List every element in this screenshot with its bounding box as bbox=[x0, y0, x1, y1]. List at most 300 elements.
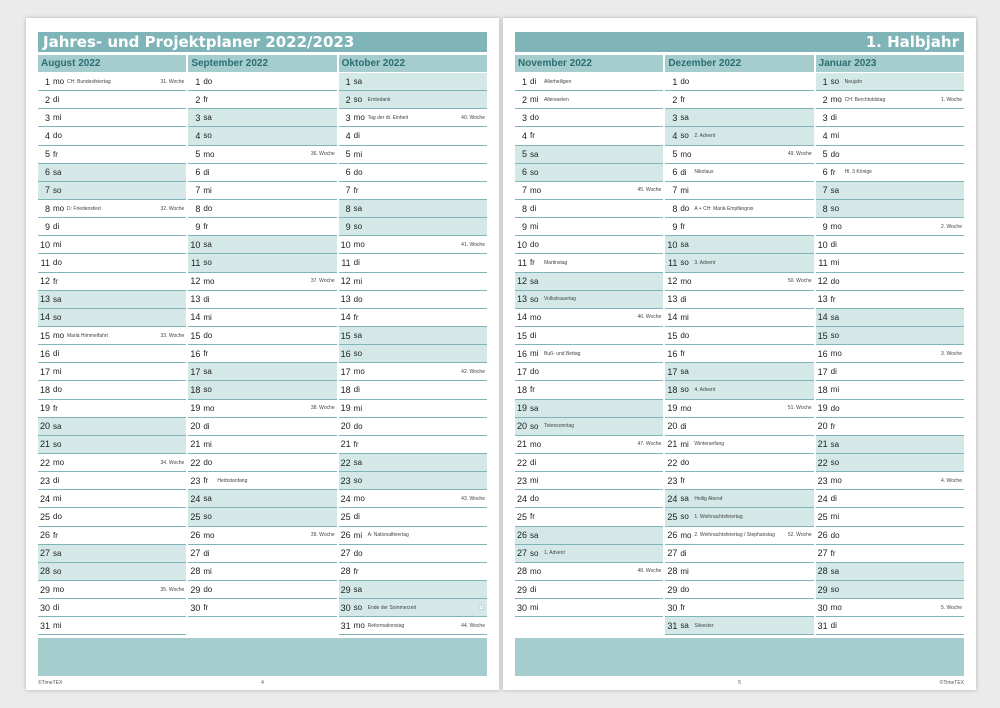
day-number: 28 bbox=[340, 566, 351, 577]
day-row[interactable] bbox=[515, 508, 663, 526]
weekday: sa bbox=[50, 545, 65, 562]
weekday: mo bbox=[53, 458, 65, 468]
week-number bbox=[661, 527, 663, 544]
day-row[interactable] bbox=[665, 418, 813, 436]
day-row[interactable] bbox=[188, 200, 336, 218]
day-number: 16 bbox=[190, 348, 201, 359]
day-row[interactable] bbox=[816, 291, 964, 309]
day-number: 8 bbox=[816, 200, 828, 217]
day-number: 25 bbox=[817, 511, 828, 522]
day-row[interactable] bbox=[339, 363, 487, 381]
day-row[interactable] bbox=[38, 218, 186, 236]
day-row[interactable] bbox=[188, 146, 336, 164]
day-note: Tag der dt. Einheit bbox=[367, 114, 408, 121]
day-row[interactable] bbox=[665, 581, 813, 599]
day-row[interactable] bbox=[339, 309, 487, 327]
day-row[interactable] bbox=[339, 472, 487, 490]
page-title: 1. Halbjahr bbox=[515, 32, 964, 52]
day-row[interactable] bbox=[816, 508, 964, 526]
day-row[interactable] bbox=[188, 563, 336, 581]
day-number: 4 bbox=[822, 130, 828, 141]
day-row[interactable] bbox=[188, 472, 336, 490]
day-row[interactable] bbox=[816, 73, 964, 91]
day-row[interactable] bbox=[816, 381, 964, 399]
day-row[interactable] bbox=[816, 581, 964, 599]
day-row[interactable] bbox=[38, 563, 186, 581]
day-row[interactable] bbox=[665, 164, 813, 182]
weekday: fr bbox=[530, 512, 535, 522]
day-row[interactable] bbox=[188, 182, 336, 200]
day-note: Buß- und Bettag bbox=[544, 350, 581, 357]
day-row[interactable] bbox=[38, 109, 186, 127]
day-row[interactable] bbox=[38, 381, 186, 399]
day-row[interactable] bbox=[665, 436, 813, 454]
day-row[interactable] bbox=[38, 345, 186, 363]
week-number bbox=[184, 545, 186, 562]
day-row[interactable] bbox=[515, 327, 663, 345]
day-row[interactable] bbox=[339, 400, 487, 418]
day-row[interactable] bbox=[38, 472, 186, 490]
day-row[interactable] bbox=[665, 400, 813, 418]
day-row[interactable] bbox=[38, 508, 186, 526]
day-row[interactable] bbox=[339, 127, 487, 145]
week-number bbox=[485, 345, 487, 362]
day-row[interactable] bbox=[38, 490, 186, 508]
day-row[interactable] bbox=[339, 218, 487, 236]
day-note bbox=[692, 109, 811, 126]
day-row[interactable] bbox=[188, 127, 336, 145]
day-number: 13 bbox=[817, 294, 828, 305]
day-row[interactable] bbox=[38, 418, 186, 436]
day-row[interactable] bbox=[515, 91, 663, 109]
weekday: sa bbox=[200, 363, 215, 380]
day-row[interactable] bbox=[515, 273, 663, 291]
day-row[interactable] bbox=[816, 91, 964, 109]
day-number: 11 bbox=[188, 254, 200, 271]
page-number: 4 bbox=[261, 680, 264, 686]
day-row[interactable] bbox=[665, 109, 813, 127]
day-row[interactable] bbox=[188, 73, 336, 91]
day-row[interactable] bbox=[339, 327, 487, 345]
day-row[interactable] bbox=[515, 146, 663, 164]
day-row[interactable] bbox=[665, 363, 813, 381]
day-row[interactable] bbox=[38, 363, 186, 381]
day-number: 27 bbox=[667, 548, 678, 559]
weekday: mo bbox=[830, 603, 842, 613]
day-row[interactable] bbox=[188, 490, 336, 508]
day-row[interactable] bbox=[515, 581, 663, 599]
day-number: 20 bbox=[515, 418, 527, 435]
day-number: 14 bbox=[516, 312, 527, 323]
day-row[interactable] bbox=[188, 109, 336, 127]
day-row[interactable] bbox=[665, 508, 813, 526]
day-row[interactable] bbox=[339, 291, 487, 309]
weekday: so bbox=[527, 291, 542, 308]
day-row[interactable] bbox=[515, 599, 663, 617]
day-note bbox=[843, 454, 962, 471]
day-row[interactable] bbox=[188, 218, 336, 236]
day-row[interactable] bbox=[188, 545, 336, 563]
weekday: sa bbox=[351, 454, 366, 471]
day-row[interactable] bbox=[665, 182, 813, 200]
day-row[interactable] bbox=[188, 581, 336, 599]
week-number bbox=[335, 109, 337, 126]
day-row[interactable] bbox=[38, 254, 186, 272]
week-number: 37. Woche bbox=[310, 278, 335, 285]
day-row[interactable] bbox=[38, 200, 186, 218]
day-row[interactable] bbox=[816, 127, 964, 145]
day-number: 27 bbox=[817, 548, 828, 559]
day-row[interactable] bbox=[816, 436, 964, 454]
week-number bbox=[962, 327, 964, 344]
day-note bbox=[366, 345, 485, 362]
day-row[interactable] bbox=[188, 345, 336, 363]
day-row[interactable] bbox=[188, 91, 336, 109]
day-number: 7 bbox=[521, 185, 527, 196]
weekday: di bbox=[530, 331, 537, 341]
day-row[interactable] bbox=[665, 617, 813, 635]
day-row[interactable] bbox=[816, 182, 964, 200]
day-row[interactable] bbox=[515, 345, 663, 363]
day-row[interactable] bbox=[38, 400, 186, 418]
week-number: 38. Woche bbox=[310, 405, 335, 412]
day-row[interactable] bbox=[38, 327, 186, 345]
day-row[interactable] bbox=[38, 527, 186, 545]
day-note bbox=[215, 381, 334, 398]
day-row[interactable] bbox=[339, 182, 487, 200]
day-row[interactable] bbox=[665, 236, 813, 254]
weekday: mi bbox=[53, 240, 62, 250]
weekday: mo bbox=[203, 276, 215, 286]
day-row[interactable] bbox=[665, 472, 813, 490]
day-row[interactable] bbox=[515, 490, 663, 508]
day-row[interactable] bbox=[339, 254, 487, 272]
day-row[interactable] bbox=[515, 291, 663, 309]
day-row[interactable] bbox=[816, 273, 964, 291]
weekday: fr bbox=[353, 566, 359, 576]
day-row[interactable] bbox=[38, 545, 186, 563]
day-number: 30 bbox=[39, 602, 50, 613]
week-number: 4. Woche bbox=[940, 477, 962, 484]
day-note: Neujahr bbox=[843, 73, 962, 90]
day-row[interactable] bbox=[816, 545, 964, 563]
day-row[interactable] bbox=[38, 146, 186, 164]
day-row[interactable] bbox=[816, 309, 964, 327]
weekday: mo bbox=[830, 349, 842, 359]
day-note: Volkstrauertag bbox=[542, 291, 661, 308]
weekday: sa bbox=[677, 236, 692, 253]
day-number: 7 bbox=[195, 185, 201, 196]
day-row[interactable] bbox=[665, 527, 813, 545]
day-row[interactable] bbox=[339, 527, 487, 545]
day-row[interactable] bbox=[515, 563, 663, 581]
day-number: 1 bbox=[816, 73, 828, 90]
week-number bbox=[962, 436, 964, 453]
day-row[interactable] bbox=[339, 545, 487, 563]
day-row[interactable] bbox=[515, 454, 663, 472]
day-number: 27 bbox=[38, 545, 50, 562]
day-row[interactable] bbox=[188, 164, 336, 182]
day-row[interactable] bbox=[339, 91, 487, 109]
day-row[interactable] bbox=[188, 508, 336, 526]
day-number: 20 bbox=[190, 421, 201, 432]
day-note: 1. Advent bbox=[542, 545, 661, 562]
day-number: 11 bbox=[517, 257, 527, 268]
day-note: Hl. 3 Könige bbox=[844, 169, 872, 176]
day-row[interactable] bbox=[339, 418, 487, 436]
weekday: mi bbox=[830, 131, 840, 141]
day-row[interactable] bbox=[339, 109, 487, 127]
day-number: 9 bbox=[822, 221, 828, 232]
weekday: di bbox=[353, 512, 360, 522]
week-number bbox=[962, 454, 964, 471]
weekday: mi bbox=[530, 603, 539, 613]
day-number: 1 bbox=[195, 76, 201, 87]
day-number: 15 bbox=[816, 327, 828, 344]
day-row[interactable] bbox=[816, 490, 964, 508]
weekday: di bbox=[830, 621, 837, 631]
weekday: mo bbox=[353, 621, 365, 631]
day-row[interactable] bbox=[188, 418, 336, 436]
day-row[interactable] bbox=[188, 454, 336, 472]
weekday: mi bbox=[353, 530, 363, 540]
day-row[interactable] bbox=[339, 164, 487, 182]
weekday: mo bbox=[353, 494, 365, 504]
day-row[interactable] bbox=[38, 309, 186, 327]
day-note bbox=[366, 218, 485, 235]
day-row[interactable] bbox=[816, 599, 964, 617]
day-row[interactable] bbox=[515, 109, 663, 127]
day-number: 21 bbox=[816, 436, 828, 453]
day-row[interactable] bbox=[38, 182, 186, 200]
weekday: mi bbox=[680, 566, 689, 576]
day-row[interactable] bbox=[515, 236, 663, 254]
day-row[interactable] bbox=[515, 254, 663, 272]
day-number: 5 bbox=[195, 149, 201, 160]
day-number: 29 bbox=[39, 584, 50, 595]
day-row[interactable] bbox=[515, 527, 663, 545]
day-row[interactable] bbox=[339, 273, 487, 291]
day-row[interactable] bbox=[188, 273, 336, 291]
day-row[interactable] bbox=[665, 327, 813, 345]
day-number: 6 bbox=[195, 167, 201, 178]
day-row[interactable] bbox=[188, 254, 336, 272]
weekday: do bbox=[830, 276, 840, 286]
day-row[interactable] bbox=[339, 200, 487, 218]
day-row[interactable] bbox=[188, 309, 336, 327]
day-row[interactable] bbox=[665, 91, 813, 109]
weekday: mo bbox=[53, 331, 65, 341]
day-row[interactable] bbox=[339, 454, 487, 472]
week-number bbox=[335, 254, 337, 271]
day-row[interactable] bbox=[816, 527, 964, 545]
day-row[interactable] bbox=[339, 345, 487, 363]
day-row[interactable] bbox=[38, 454, 186, 472]
day-row[interactable] bbox=[816, 563, 964, 581]
day-row[interactable] bbox=[188, 291, 336, 309]
day-row[interactable] bbox=[339, 236, 487, 254]
day-row[interactable] bbox=[339, 490, 487, 508]
day-row[interactable] bbox=[339, 563, 487, 581]
weekday: so bbox=[351, 472, 366, 489]
day-row[interactable] bbox=[816, 146, 964, 164]
day-number: 29 bbox=[339, 581, 351, 598]
day-note bbox=[215, 109, 334, 126]
week-number bbox=[184, 436, 186, 453]
day-row[interactable] bbox=[188, 363, 336, 381]
day-row[interactable] bbox=[665, 345, 813, 363]
day-row[interactable] bbox=[665, 291, 813, 309]
day-number: 15 bbox=[190, 330, 201, 341]
day-row[interactable] bbox=[38, 617, 186, 635]
day-number: 22 bbox=[339, 454, 351, 471]
day-row[interactable] bbox=[816, 218, 964, 236]
day-row[interactable] bbox=[515, 218, 663, 236]
day-row[interactable] bbox=[665, 127, 813, 145]
day-row[interactable] bbox=[515, 73, 663, 91]
day-row[interactable] bbox=[816, 236, 964, 254]
day-row[interactable] bbox=[188, 599, 336, 617]
day-row[interactable] bbox=[816, 400, 964, 418]
day-number: 13 bbox=[667, 294, 678, 305]
day-row[interactable] bbox=[515, 381, 663, 399]
day-number: 11 bbox=[665, 254, 677, 271]
day-row[interactable] bbox=[816, 418, 964, 436]
day-row[interactable] bbox=[665, 599, 813, 617]
day-row[interactable] bbox=[665, 454, 813, 472]
day-row[interactable] bbox=[665, 273, 813, 291]
day-row[interactable] bbox=[38, 73, 186, 91]
day-row[interactable] bbox=[816, 472, 964, 490]
day-row[interactable] bbox=[38, 91, 186, 109]
day-row[interactable] bbox=[339, 73, 487, 91]
weekday: di bbox=[203, 421, 210, 431]
day-row[interactable] bbox=[515, 418, 663, 436]
day-list bbox=[339, 73, 487, 635]
day-row[interactable] bbox=[38, 581, 186, 599]
day-row[interactable] bbox=[188, 400, 336, 418]
day-row[interactable] bbox=[665, 146, 813, 164]
day-row[interactable] bbox=[38, 236, 186, 254]
day-row[interactable] bbox=[339, 599, 487, 617]
day-row[interactable] bbox=[665, 254, 813, 272]
day-row[interactable] bbox=[816, 454, 964, 472]
day-row[interactable] bbox=[515, 309, 663, 327]
day-row[interactable] bbox=[515, 127, 663, 145]
weekday: di bbox=[530, 204, 537, 214]
weekday: mi bbox=[353, 276, 363, 286]
weekday: sa bbox=[828, 563, 843, 580]
weekday: so bbox=[351, 599, 366, 616]
day-row[interactable] bbox=[515, 400, 663, 418]
day-number: 2 bbox=[44, 94, 50, 105]
day-number: 23 bbox=[817, 475, 828, 486]
day-note bbox=[843, 200, 962, 217]
day-row[interactable] bbox=[665, 309, 813, 327]
day-row[interactable] bbox=[188, 527, 336, 545]
day-row[interactable] bbox=[339, 436, 487, 454]
day-row[interactable] bbox=[816, 254, 964, 272]
day-note bbox=[843, 436, 962, 453]
week-number: 42. Woche bbox=[461, 368, 485, 375]
weekday: fr bbox=[830, 294, 836, 304]
day-row[interactable] bbox=[339, 617, 487, 635]
day-row[interactable] bbox=[515, 363, 663, 381]
day-row[interactable] bbox=[38, 164, 186, 182]
day-number: 2 bbox=[672, 94, 678, 105]
day-row[interactable] bbox=[188, 436, 336, 454]
day-number: 10 bbox=[340, 239, 351, 250]
weekday: do bbox=[53, 385, 62, 395]
day-row[interactable] bbox=[38, 436, 186, 454]
day-row[interactable] bbox=[38, 291, 186, 309]
day-row[interactable] bbox=[665, 73, 813, 91]
day-row[interactable] bbox=[515, 545, 663, 563]
day-row[interactable] bbox=[515, 182, 663, 200]
day-row[interactable] bbox=[816, 363, 964, 381]
month-header: Januar 2023 bbox=[816, 55, 964, 72]
day-row[interactable] bbox=[38, 127, 186, 145]
week-number: 47. Woche bbox=[637, 441, 662, 448]
day-row[interactable] bbox=[665, 490, 813, 508]
day-row[interactable] bbox=[339, 581, 487, 599]
weekday: so bbox=[50, 563, 65, 580]
day-number: 28 bbox=[667, 566, 678, 577]
week-number: 48. Woche bbox=[637, 568, 662, 575]
weekday: sa bbox=[828, 436, 843, 453]
day-row[interactable] bbox=[339, 146, 487, 164]
week-number: 5. Woche bbox=[940, 604, 962, 611]
day-number: 26 bbox=[667, 530, 678, 541]
day-list bbox=[515, 73, 663, 634]
day-note: D: Friedensfest bbox=[67, 205, 101, 212]
day-row[interactable] bbox=[515, 200, 663, 218]
day-note bbox=[843, 327, 962, 344]
day-row[interactable] bbox=[515, 436, 663, 454]
day-row[interactable] bbox=[816, 327, 964, 345]
day-row[interactable] bbox=[816, 164, 964, 182]
day-row[interactable] bbox=[515, 472, 663, 490]
day-row[interactable] bbox=[665, 218, 813, 236]
day-row[interactable] bbox=[339, 381, 487, 399]
day-row[interactable] bbox=[339, 508, 487, 526]
day-note: 1. Weihnachtsfeiertag bbox=[692, 508, 811, 525]
day-row[interactable] bbox=[515, 164, 663, 182]
day-number: 26 bbox=[515, 527, 527, 544]
day-row[interactable] bbox=[816, 617, 964, 635]
day-row[interactable] bbox=[665, 200, 813, 218]
day-note: Heilig Abend bbox=[692, 490, 811, 507]
day-row[interactable] bbox=[816, 109, 964, 127]
day-row[interactable] bbox=[816, 345, 964, 363]
day-row[interactable] bbox=[188, 381, 336, 399]
day-number: 11 bbox=[818, 257, 828, 268]
day-row[interactable] bbox=[816, 200, 964, 218]
day-row[interactable] bbox=[188, 236, 336, 254]
day-row[interactable] bbox=[38, 273, 186, 291]
day-row[interactable] bbox=[665, 563, 813, 581]
day-number: 1 bbox=[521, 76, 527, 87]
day-row[interactable] bbox=[665, 381, 813, 399]
day-row[interactable] bbox=[665, 545, 813, 563]
day-row[interactable] bbox=[38, 599, 186, 617]
weekday: sa bbox=[50, 418, 65, 435]
week-number bbox=[184, 418, 186, 435]
day-note: Martinstag bbox=[544, 259, 568, 266]
day-row[interactable] bbox=[188, 327, 336, 345]
weekday: di bbox=[680, 548, 687, 558]
day-number: 18 bbox=[817, 384, 828, 395]
